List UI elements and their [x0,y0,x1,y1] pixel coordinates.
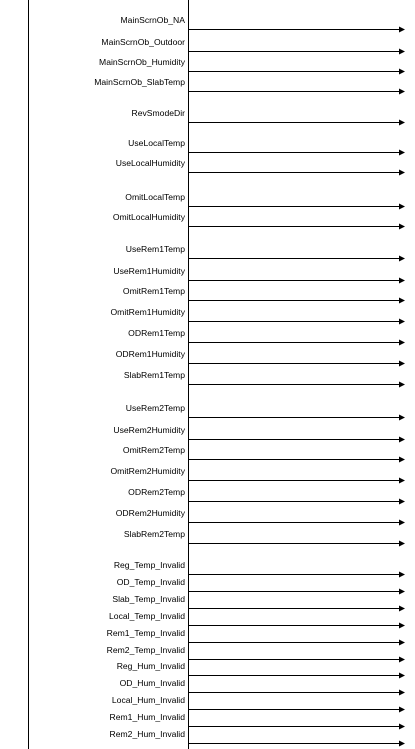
arrow-head-icon [399,606,405,612]
signal-label: MainScrnOb_Humidity [99,57,185,67]
signal-label: ODRem1Humidity [115,349,185,359]
signal-label: OmitRem1Humidity [110,307,185,317]
signal-row [123,445,405,463]
signal-row [113,425,405,443]
arrow-head-icon [399,741,405,747]
signal-label: OmitRem2Temp [122,445,185,455]
arrow-head-icon [399,478,405,484]
signal-label: Rem1_Hum_Invalid [109,712,185,722]
arrow-head-icon [399,256,405,262]
arrow-head-icon [399,673,405,679]
arrow-head-icon [399,707,405,713]
signal-row [107,645,405,663]
signal-label: Local_Hum_Invalid [111,695,185,705]
signal-row [124,529,405,547]
arrow-head-icon [399,224,405,230]
signal-label: OmitLocalHumidity [112,212,185,222]
signal-label: UseRem2Temp [125,403,185,413]
signal-label: SlabRem1Temp [123,370,185,380]
arrow-head-icon [399,204,405,210]
signal-row [120,678,405,696]
signal-label: UseLocalTemp [128,138,185,148]
signal-label: UseRem2Humidity [113,425,185,435]
arrow-head-icon [399,415,405,421]
arrow-head-icon [399,361,405,367]
signal-label: OD_Hum_Invalid [119,678,185,688]
arrow-head-icon [399,170,405,176]
arrow-head-icon [399,69,405,75]
signal-label: OmitRem2Humidity [110,466,185,476]
arrow-head-icon [399,437,405,443]
arrow-head-icon [399,319,405,325]
signal-row [125,192,405,210]
signal-label: ODRem2Temp [128,487,185,497]
signal-label: MainScrnOb_SlabTemp [94,77,185,87]
signal-row [124,370,405,388]
signal-row [128,487,405,505]
signal-row [126,244,405,262]
arrow-head-icon [399,27,405,33]
arrow-head-icon [399,541,405,547]
signal-label: UseRem1Temp [125,244,185,254]
signal-label: Reg_Hum_Invalid [116,661,185,671]
signal-row [111,466,406,484]
signal-label: ODRem1Temp [128,328,185,338]
signal-row [121,15,405,33]
signal-label: Rem1_Temp_Invalid [106,628,185,638]
signal-row [111,307,406,325]
signal-row [117,577,405,595]
signal-row [99,57,405,75]
arrow-head-icon [399,724,405,730]
signal-row [116,349,405,367]
signal-row [109,611,405,629]
arrow-head-icon [399,690,405,696]
arrow-head-icon [399,589,405,595]
signal-row [101,37,405,55]
signal-row [94,77,405,95]
signal-label: ODRem2Humidity [115,508,185,518]
arrow-head-icon [399,457,405,463]
arrow-head-icon [399,499,405,505]
signal-row [116,158,405,176]
signal-row [128,138,405,156]
signal-label: Reg_Temp_Invalid [113,560,185,570]
signal-row [110,729,405,747]
signal-label: RevSmodeDir [131,108,185,118]
arrow-head-icon [399,572,405,578]
arrow-head-icon [399,278,405,284]
signal-label: Rem2_Temp_Invalid [106,645,185,655]
signal-row [128,328,405,346]
signal-row [110,712,405,730]
arrow-head-icon [399,298,405,304]
signal-label: MainScrnOb_Outdoor [101,37,185,47]
signal-label: OmitLocalTemp [125,192,185,202]
signal-row [132,108,406,126]
signal-label: Local_Temp_Invalid [109,611,185,621]
signal-row [114,560,405,578]
arrow-head-icon [399,657,405,663]
signal-row [113,212,405,230]
signal-row [112,594,405,612]
arrow-head-icon [399,120,405,126]
arrow-head-icon [399,340,405,346]
arrow-head-icon [399,382,405,388]
arrow-head-icon [399,89,405,95]
signal-label: MainScrnOb_NA [120,15,185,25]
signal-label: UseRem1Humidity [113,266,185,276]
signal-row [116,508,405,526]
signal-row [117,661,405,679]
arrow-head-icon [399,49,405,55]
signal-label: OmitRem1Temp [122,286,185,296]
arrow-head-icon [399,640,405,646]
signal-label: UseLocalHumidity [115,158,185,168]
signal-row [112,695,405,713]
arrow-head-icon [399,520,405,526]
signal-label: OD_Temp_Invalid [116,577,185,587]
arrow-head-icon [399,623,405,629]
signal-label: SlabRem2Temp [123,529,185,539]
arrow-head-icon [399,150,405,156]
signal-rows [94,15,405,747]
signal-row [113,266,405,284]
signal-label: Slab_Temp_Invalid [112,594,185,604]
signal-label: Rem2_Hum_Invalid [109,729,185,739]
signal-row [126,403,405,421]
signal-row [107,628,405,646]
signal-row [123,286,405,304]
